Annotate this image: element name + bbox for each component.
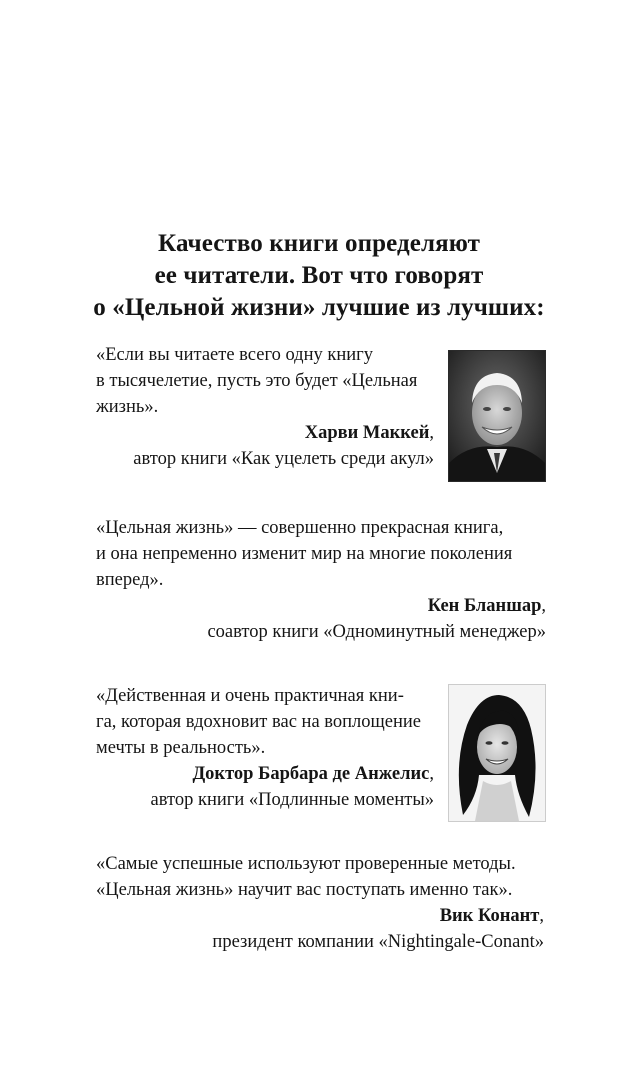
attribution-name-line [96, 903, 544, 929]
quote-line: вперед». [96, 570, 164, 590]
author-name: Кен Бланшар [427, 596, 542, 616]
comma: , [429, 764, 434, 784]
attribution-name-line [96, 593, 546, 619]
attribution-name-line [96, 420, 434, 446]
quote-line: га, которая вдохновит вас на воплощение [96, 712, 421, 732]
author-role: президент компании «Nightingale-Conant» [212, 932, 544, 952]
heading-line-2: ее читатели. Вот что говорят [154, 262, 484, 289]
comma: , [541, 596, 546, 616]
quote-line: «Цельная жизнь» научит вас поступать именно так». [96, 880, 513, 900]
author-role: автор книги «Подлинные моменты» [150, 790, 434, 810]
testimonial-de-angelis [96, 683, 434, 813]
heading-line-1: Качество книги определяют [158, 230, 480, 257]
quote-line: и она непременно изменит мир на многие поколения [96, 544, 513, 564]
heading-line-3: о «Цельной жизни» лучшие из лучших: [93, 294, 545, 321]
author-name: Харви Маккей [304, 423, 430, 443]
quote-line: «Самые успешные используют проверенные методы. [96, 854, 516, 874]
quote-line: «Действенная и очень практичная кни- [96, 686, 404, 706]
attribution-name-line [96, 761, 434, 787]
author-photo-de-angelis [448, 684, 546, 822]
testimonial-blanchard [96, 515, 546, 645]
quote-line: жизнь». [96, 397, 159, 417]
quote-line: мечты в реальность». [96, 738, 266, 758]
page-heading [80, 228, 558, 324]
testimonial-mackay [96, 342, 434, 472]
author-role: соавтор книги «Одноминутный менеджер» [207, 622, 546, 642]
author-role: автор книги «Как уцелеть среди акул» [133, 449, 434, 469]
comma: , [429, 423, 434, 443]
comma: , [539, 906, 544, 926]
quote-line: в тысячелетие, пусть это будет «Цельная [96, 371, 418, 391]
quote-line: «Если вы читаете всего одну книгу [96, 345, 373, 365]
author-name: Доктор Барбара де Анжелис [192, 764, 430, 784]
testimonial-conant [96, 851, 544, 955]
quote-line: «Цельная жизнь» — совершенно прекрасная книга, [96, 518, 504, 538]
author-photo-mackay [448, 350, 546, 482]
author-name: Вик Конант [439, 906, 540, 926]
